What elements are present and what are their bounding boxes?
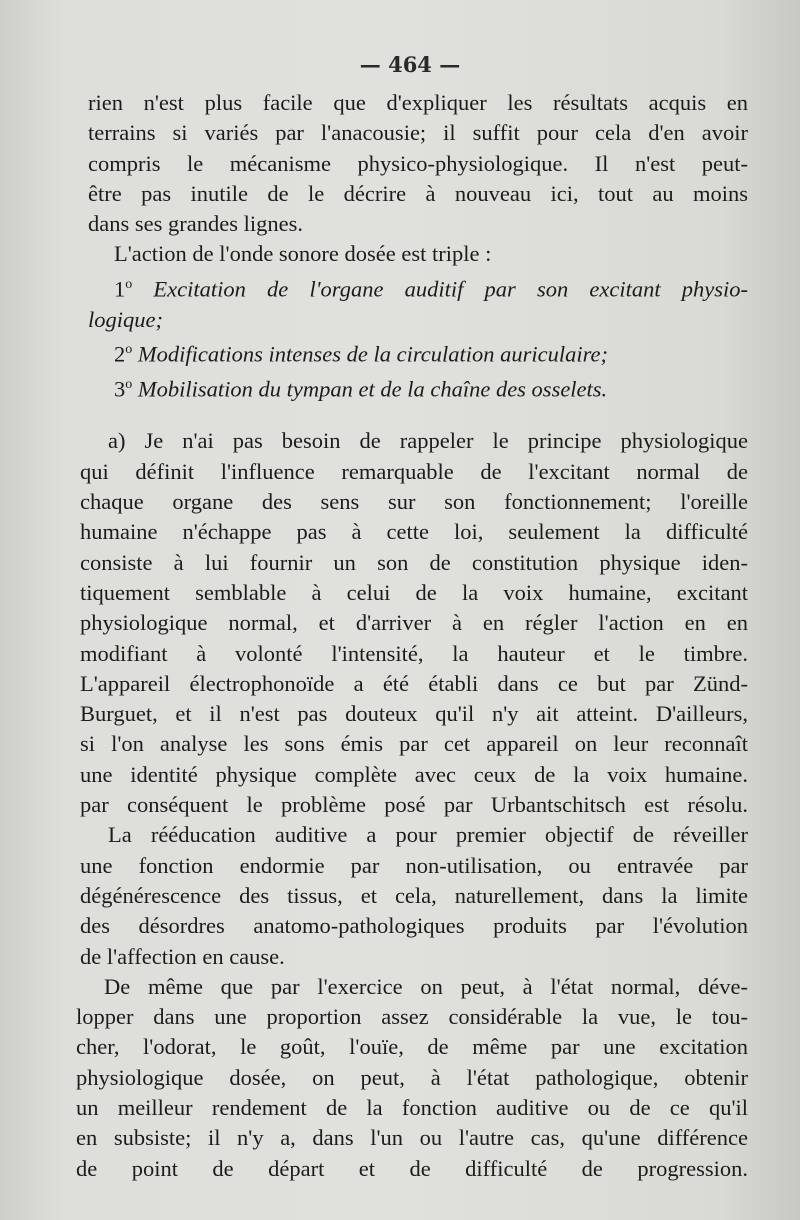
text-line: dégénérescence des tissus, et cela, naturellement, dans la limite [80, 882, 748, 908]
item-number: 1 [114, 276, 126, 302]
text-line: une identité physique complète avec ceux de la voix humaine. [80, 761, 748, 787]
item-degree: o [125, 376, 133, 392]
text-line: par conséquent le problème posé par Urbantschitsch est résolu. [80, 792, 748, 818]
text-line: a) Je n'ai pas besoin de rappeler le principe physiologique [108, 428, 748, 454]
text-line: cher, l'odorat, le goût, l'ouïe, de même par une excitation [76, 1034, 748, 1060]
paragraph-a [80, 426, 748, 820]
item-text: Excitation de l'organe auditif par son excitant physio- [132, 276, 748, 302]
text-line: dans ses grandes lignes. [88, 211, 303, 237]
text-line: qui définit l'influence remarquable de l'excitant normal de [80, 458, 748, 484]
text-line: L'appareil électrophonoïde a été établi dans ce but par Zünd- [80, 670, 748, 696]
item-text: Mobilisation du tympan et de la chaîne des osselets. [132, 376, 608, 402]
text-line: Burguet, et il n'est pas douteux qu'il n'y ait atteint. D'ailleurs, [80, 701, 748, 727]
item-number: 2 [114, 341, 126, 367]
text-line: de point de départ et de difficulté de progression. [76, 1155, 748, 1181]
text-line: consiste à lui fournir un son de constitution physique iden- [80, 549, 748, 575]
text-line: La rééducation auditive a pour premier objectif de réveiller [108, 822, 748, 848]
triple-line: L'action de l'onde sonore dosée est triple : [114, 241, 492, 267]
text-line: rien n'est plus facile que d'expliquer les résultats acquis en [88, 90, 748, 115]
page-number: — 464 — [359, 52, 461, 77]
text-line: humaine n'échappe pas à cette loi, seulement la difficulté [80, 519, 748, 545]
text-line: un meilleur rendement de la fonction auditive ou de ce qu'il [76, 1095, 748, 1120]
text-line: si l'on analyse les sons émis par cet appareil on leur reconnaît [80, 731, 748, 757]
text-line: tiquement semblable à celui de la voix humaine, excitant [80, 579, 748, 605]
text-line: une fonction endormie par non-utilisation, ou entravée par [80, 852, 748, 878]
paragraph-c [76, 972, 748, 1184]
text-line: terrains si variés par l'anacousie; il suffit pour cela d'en avoir [88, 120, 748, 146]
list-item-2 [88, 335, 748, 370]
text-line: compris le mécanisme physico-physiologique. Il n'est peut- [88, 150, 748, 176]
list-item-3 [88, 370, 748, 405]
text-line: modifiant à volonté l'intensité, la hauteur et le timbre. [80, 640, 748, 666]
item-text: Modifications intenses de la circulation auriculaire; [132, 341, 609, 367]
body-text [76, 88, 748, 1184]
text-line: de l'affection en cause. [80, 943, 285, 969]
text-line: physiologique normal, et d'arriver à en régler l'action en en [80, 610, 748, 636]
item-degree: o [125, 276, 133, 292]
list-item-1-continuation: logique; [88, 306, 163, 332]
list-item-1 [88, 270, 748, 305]
text-line: en subsiste; il n'y a, dans l'un ou l'autre cas, qu'une différence [76, 1125, 748, 1151]
paragraph-b [80, 820, 748, 971]
item-number: 3 [114, 376, 126, 402]
text-line: De même que par l'exercice on peut, à l'état normal, déve- [104, 973, 748, 999]
text-line: des désordres anatomo-pathologiques produits par l'évolution [80, 913, 748, 939]
text-line: être pas inutile de le décrire à nouveau ici, tout au moins [88, 180, 748, 206]
text-line: lopper dans une proportion assez considérable la vue, le tou- [76, 1004, 748, 1030]
text-line: chaque organe des sens sur son fonctionnement; l'oreille [80, 489, 748, 515]
text-line: physiologique dosée, on peut, à l'état pathologique, obtenir [76, 1064, 748, 1090]
item-degree: o [125, 341, 133, 357]
